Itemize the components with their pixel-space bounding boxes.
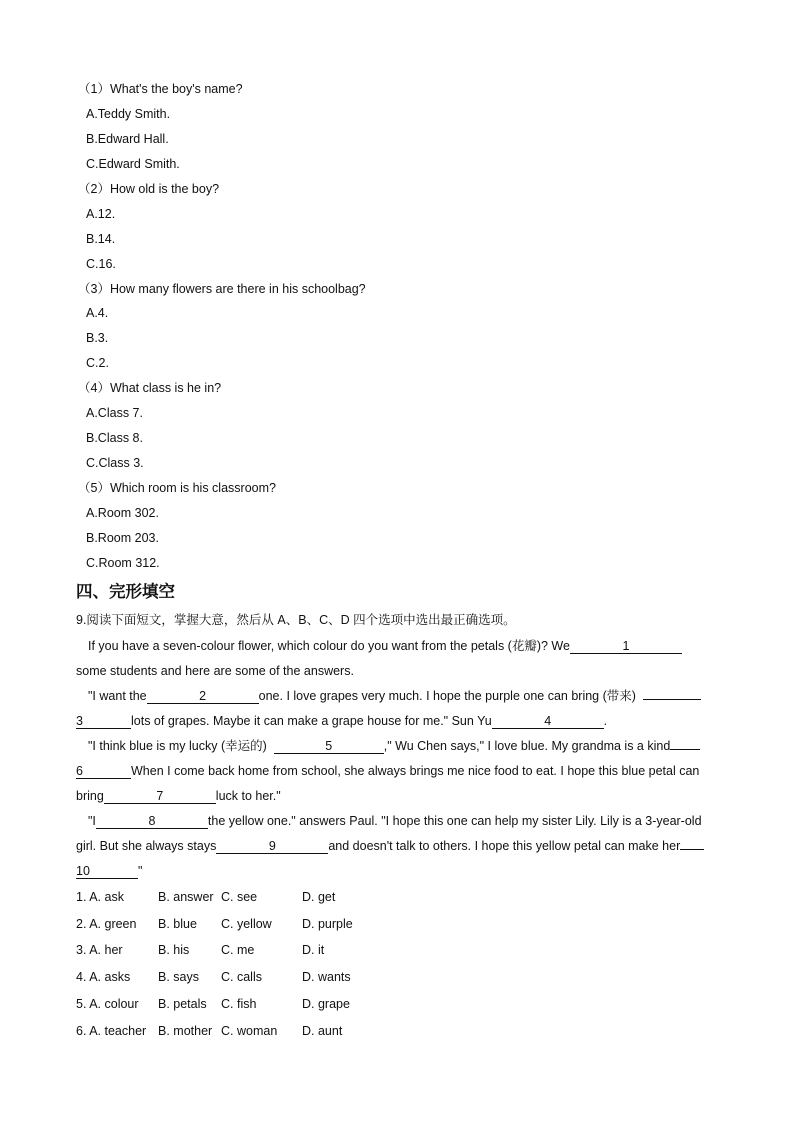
- option-b: B.14.: [86, 232, 116, 246]
- passage-text: When I come back home from school, she always brings me nice food to eat. I hope this blue petal can: [131, 764, 700, 778]
- option-a: A.12.: [86, 207, 116, 221]
- blank-10: 10: [76, 864, 138, 879]
- blank-4: 4: [492, 714, 604, 729]
- choice-d: D. wants: [302, 970, 351, 984]
- choice-b: B. blue: [158, 917, 197, 931]
- passage-text: "I: [88, 814, 96, 828]
- option-b: B.Edward Hall.: [86, 132, 169, 146]
- blank-3-start: [643, 699, 701, 700]
- passage-line: some students and here are some of the answers.: [76, 664, 354, 678]
- choice-d: D. purple: [302, 917, 353, 931]
- choice-b: B. mother: [158, 1024, 213, 1038]
- choice-a: 5. A. colour: [76, 997, 139, 1011]
- option-c: C.Room 312.: [86, 556, 160, 570]
- section-heading: 四、完形填空: [76, 582, 175, 601]
- choice-d: D. it: [302, 943, 325, 957]
- passage-line: [76, 838, 704, 854]
- choice-b: B. says: [158, 970, 199, 984]
- passage-line: [88, 738, 700, 754]
- choice-b: B. answer: [158, 890, 214, 904]
- question-stem: （5）Which room is his classroom?: [78, 481, 276, 495]
- choice-c: C. woman: [221, 1024, 278, 1038]
- question-stem: （4）What class is he in?: [78, 381, 222, 395]
- choice-b: B. petals: [158, 997, 207, 1011]
- choice-a: 6. A. teacher: [76, 1024, 147, 1038]
- option-c: C.Edward Smith.: [86, 157, 180, 171]
- passage-text: ": [138, 864, 143, 878]
- choice-c: C. see: [221, 890, 258, 904]
- passage-line: [88, 813, 702, 829]
- passage-text: ," Wu Chen says," I love blue. My grandma is a kind: [383, 739, 671, 753]
- passage-line: [76, 713, 607, 729]
- blank-6-start: [670, 749, 700, 750]
- blank-10-start: [680, 849, 704, 850]
- choice-d: D. aunt: [302, 1024, 343, 1038]
- blank-6: 6: [76, 764, 131, 779]
- passage-line: [76, 863, 142, 879]
- choice-c: C. me: [221, 943, 255, 957]
- passage-text: lots of grapes. Maybe it can make a grape house for me." Sun Yu: [131, 714, 492, 728]
- choice-d: D. get: [302, 890, 336, 904]
- blank-7: 7: [104, 789, 216, 804]
- choice-a: 2. A. green: [76, 917, 137, 931]
- option-b: B.Room 203.: [86, 531, 159, 545]
- choice-a: 3. A. her: [76, 943, 123, 957]
- option-a: A.4.: [86, 306, 109, 320]
- passage-line: [88, 688, 701, 704]
- choice-c: C. yellow: [221, 917, 272, 931]
- blank-2: 2: [147, 689, 259, 704]
- option-c: C.Class 3.: [86, 456, 144, 470]
- passage-line: [76, 788, 281, 804]
- passage-text: and doesn't talk to others. I hope this yellow petal can make her: [328, 839, 681, 853]
- blank-8: 8: [96, 814, 208, 829]
- question-stem: （1）What's the boy's name?: [78, 82, 243, 96]
- passage-text: the yellow one." answers Paul. "I hope this one can help my sister Lily. Lily is a 3-year-old: [207, 814, 702, 828]
- choice-a: 4. A. asks: [76, 970, 131, 984]
- choice-c: C. fish: [221, 997, 257, 1011]
- passage-text: .: [603, 714, 608, 728]
- passage-text: bring: [76, 789, 104, 803]
- passage-text: "I think blue is my lucky (幸运的): [88, 739, 267, 753]
- passage-text: one. I love grapes very much. I hope the purple one can bring (带来): [258, 689, 636, 703]
- blank-1: 1: [570, 639, 682, 654]
- choice-b: B. his: [158, 943, 190, 957]
- option-c: C.2.: [86, 356, 109, 370]
- blank-9: 9: [216, 839, 328, 854]
- passage-text: girl. But she always stays: [76, 839, 217, 853]
- passage-text: "I want the: [88, 689, 147, 703]
- passage-text: If you have a seven-colour flower, which colour do you want from the petals (花瓣)? We: [88, 639, 570, 653]
- question-stem: （2）How old is the boy?: [78, 182, 220, 196]
- option-a: A.Class 7.: [86, 406, 143, 420]
- choice-d: D. grape: [302, 997, 350, 1011]
- choice-a: 1. A. ask: [76, 890, 124, 904]
- passage-text: luck to her.": [215, 789, 281, 803]
- passage-line: [76, 763, 699, 779]
- blank-5: 5: [274, 739, 384, 754]
- blank-3: 3: [76, 714, 131, 729]
- instruction-text: 9.阅读下面短文，掌握大意，然后从 A、B、C、D 四个选项中选出最正确选项。: [76, 613, 516, 627]
- passage-line: [88, 638, 682, 654]
- option-b: B.Class 8.: [86, 431, 143, 445]
- option-c: C.16.: [86, 257, 116, 271]
- choice-c: C. calls: [221, 970, 262, 984]
- option-a: A.Teddy Smith.: [86, 107, 171, 121]
- option-a: A.Room 302.: [86, 506, 159, 520]
- option-b: B.3.: [86, 331, 109, 345]
- question-stem: （3）How many flowers are there in his schoolbag?: [78, 282, 366, 296]
